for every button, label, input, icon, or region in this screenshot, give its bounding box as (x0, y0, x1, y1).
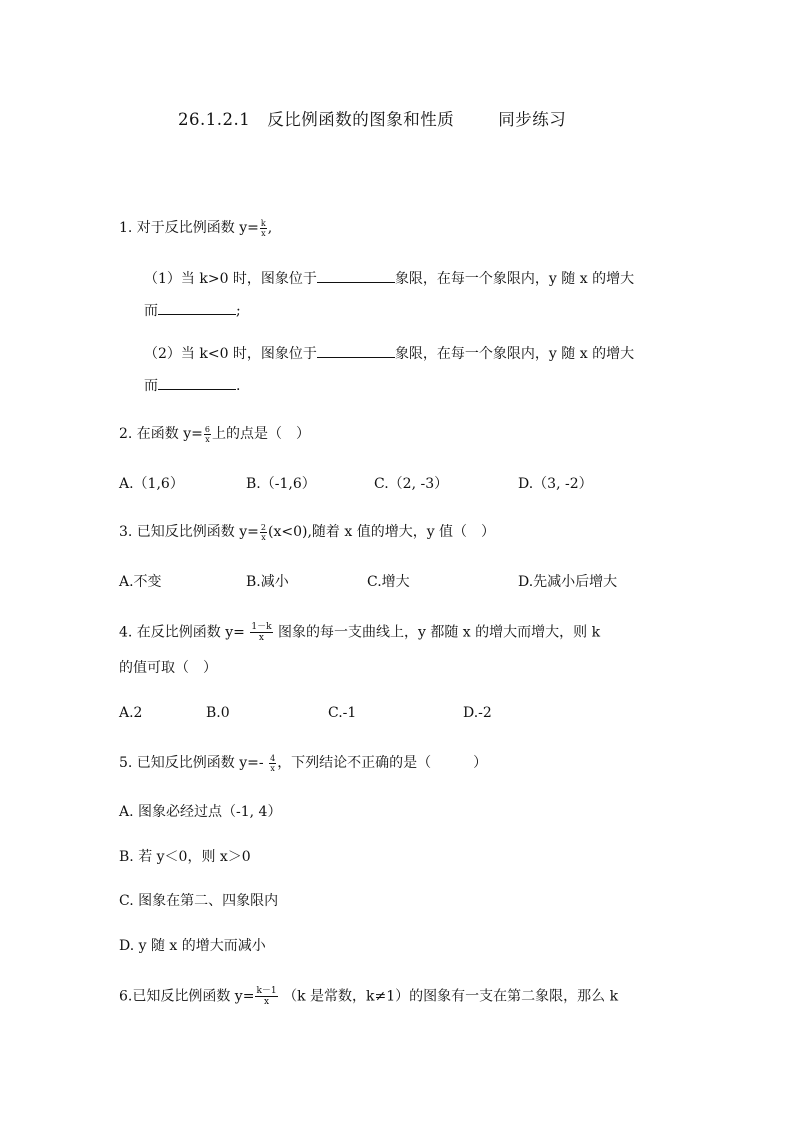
question-2-suffix: 上的点是（ ） (212, 426, 310, 442)
part-2-line-2-prefix: 而 (144, 378, 158, 394)
question-5-option-c: C. 图象在第二、四象限内 (119, 893, 279, 909)
fraction-k-over-x (260, 219, 267, 238)
question-4-option-c: C.-1 (328, 705, 357, 721)
fraction-denominator: x (270, 763, 275, 773)
question-4-option-b: B.0 (206, 705, 230, 721)
question-5-option-b: B. 若 y＜0，则 x＞0 (119, 849, 251, 865)
question-2-prefix: 2. 在函数 y= (119, 426, 203, 442)
fraction-numerator: 4 (270, 753, 276, 763)
fraction-denominator: x (205, 434, 210, 444)
question-1-part-1 (144, 268, 634, 289)
part-1-text-before: （1）当 k>0 时，图象位于 (144, 271, 317, 287)
question-1-part-1-line-2 (144, 300, 241, 321)
question-3-prefix: 3. 已知反比例函数 y= (119, 524, 259, 540)
question-1-part-2 (144, 343, 634, 364)
part-1-line-2-prefix: 而 (144, 303, 158, 319)
fraction-denominator: x (250, 632, 272, 643)
question-5-option-a: A. 图象必经过点（-1, 4） (119, 804, 282, 820)
question-2-stem (119, 424, 310, 444)
question-5-stem (119, 753, 487, 773)
fraction-denominator: x (255, 996, 277, 1007)
question-4-prefix: 4. 在反比例函数 y= (119, 624, 245, 641)
fraction-numerator: 1－k (251, 622, 272, 632)
part-1-text-after: 象限，在每一个象限内，y 随 x 的增大 (394, 271, 635, 287)
fraction-4-over-x (269, 754, 276, 773)
part-2-text-before: （2）当 k<0 时，图象位于 (144, 346, 317, 362)
part-1-line-2-suffix: ; (236, 303, 241, 319)
question-2-option-a: A.（1,6） (119, 476, 184, 492)
fraction-denominator: x (261, 228, 266, 238)
fraction-6-over-x (204, 425, 211, 444)
page-title (178, 106, 566, 130)
question-1-suffix: , (267, 220, 273, 236)
answer-blank[interactable] (158, 300, 236, 315)
answer-blank[interactable] (317, 268, 395, 283)
fraction-numerator: 2 (260, 522, 266, 532)
question-5-option-d: D. y 随 x 的增大而减小 (119, 938, 266, 954)
question-5-prefix: 5. 已知反比例函数 y=- (119, 755, 264, 771)
question-1-stem (119, 218, 272, 238)
question-4-option-a: A.2 (119, 705, 143, 721)
question-3-option-a: A.不变 (119, 574, 162, 590)
fraction-numerator: k (260, 218, 266, 228)
fraction-2-over-x (260, 523, 267, 542)
question-3-stem (119, 522, 495, 542)
question-6-prefix: 6.已知反比例函数 y= (119, 988, 255, 1005)
question-3-option-c: C.增大 (367, 574, 410, 590)
fraction-denominator: x (261, 532, 266, 542)
question-3-suffix: (x<0),随着 x 值的增大，y 值（ ） (268, 524, 496, 540)
title-sub: 同步练习 (498, 110, 567, 129)
question-3-option-d: D.先减小后增大 (518, 574, 618, 590)
fraction-numerator: k－1 (256, 986, 277, 996)
question-2-option-b: B.（-1,6） (246, 476, 316, 492)
question-4-line-2: 的值可取（ ） (119, 660, 217, 676)
title-main: 26.1.2.1 反比例函数的图象和性质 (178, 110, 455, 129)
fraction-numerator: 6 (204, 424, 210, 434)
question-6-suffix: （k 是常数，k≠1）的图象有一支在第二象限，那么 k (283, 988, 619, 1005)
question-6-stem (119, 986, 618, 1007)
fraction-k-minus-1-over-x (255, 986, 277, 1007)
question-5-suffix: ，下列结论不正确的是（ ） (277, 755, 488, 771)
question-3-option-b: B.减小 (246, 574, 289, 590)
question-1-part-2-line-2 (144, 375, 240, 396)
part-2-line-2-suffix: . (236, 378, 241, 394)
question-2-option-c: C.（2, -3） (374, 476, 449, 492)
answer-blank[interactable] (317, 343, 395, 358)
question-2-option-d: D.（3, -2） (518, 476, 593, 492)
answer-blank[interactable] (158, 375, 236, 390)
fraction-1-minus-k-over-x (250, 622, 272, 643)
question-4-suffix: 图象的每一支曲线上，y 都随 x 的增大而增大，则 k (278, 624, 601, 641)
part-2-text-after: 象限，在每一个象限内，y 随 x 的增大 (394, 346, 635, 362)
question-4-option-d: D.-2 (463, 705, 492, 721)
question-1-prefix: 1. 对于反比例函数 y= (119, 220, 259, 236)
question-4-stem (119, 622, 600, 643)
